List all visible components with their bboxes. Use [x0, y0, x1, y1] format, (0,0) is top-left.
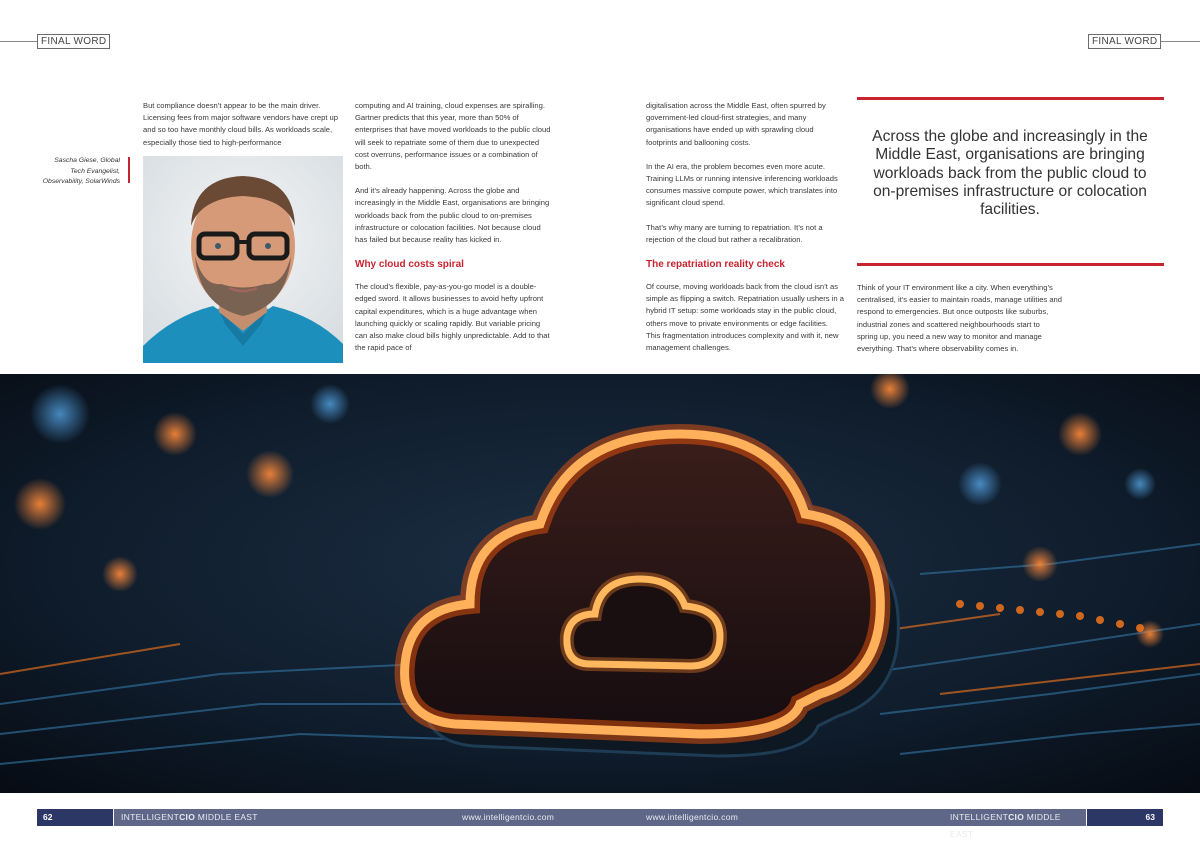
brand-part: MIDDLE EAST: [950, 812, 1061, 839]
caption-line: Observability, SolarWinds: [42, 178, 120, 185]
page-number: 63: [1145, 812, 1155, 822]
portrait-photo: [143, 156, 343, 363]
brand-part: INTELLIGENT: [950, 812, 1009, 822]
article-column-4: [857, 282, 1062, 367]
pull-quote: Across the globe and increasingly in the Middle East, organisations are bringing workloads back from the public cloud to on-premises infrastructure or colocation facilities.: [872, 128, 1148, 219]
paragraph: That’s why many are turning to repatriation. It’s not a rejection of the cloud but rather a recalibration.: [646, 222, 823, 244]
caption-line: Sascha Giese, Global: [54, 157, 120, 164]
article-column-1: [143, 100, 343, 161]
footer-bar-left: [114, 809, 600, 826]
paragraph: In the AI era, the problem becomes even more acute. Training LLMs or running intensive inferencing workloads consumes massive compute power, which translates into significant cloud spend.: [646, 161, 838, 208]
brand-part-bold: CIO: [1008, 812, 1025, 822]
magazine-brand-left: [121, 809, 258, 826]
brand-part: INTELLIGENT: [121, 812, 180, 822]
paragraph: Of course, moving workloads back from the cloud isn’t as simple as flipping a switch. Repatriation usually ushers in a hybrid IT setup: some workloads stay in the public cloud, others move to private environments or edge facilities. This fragmentation introduces complexity and with it, new management challenges.: [646, 282, 844, 353]
pullquote-rule-bottom: [857, 263, 1164, 266]
hero-cloud-image: [0, 374, 1200, 793]
portrait-caption: [40, 156, 120, 188]
brand-part-bold: CIO: [179, 812, 196, 822]
section-tag-right: FINAL WORD: [1088, 34, 1161, 49]
paragraph: computing and AI training, cloud expenses are spiralling. Gartner predicts that this year, more than 50% of enterprises that have moved workloads to the public cloud will seek to repatriate some of them due to unexpected cost overruns, performance issues or a combination of both.: [355, 101, 551, 172]
article-column-3: [646, 100, 844, 366]
magazine-brand-right: [950, 809, 1086, 843]
pullquote-rule-top: [857, 97, 1164, 100]
brand-part: MIDDLE EAST: [195, 812, 258, 822]
header-rule-left: [0, 41, 38, 42]
website-url-right[interactable]: www.intelligentcio.com: [646, 812, 739, 822]
paragraph: digitalisation across the Middle East, often spurred by government-led cloud-first strategies, and many organisations have ended up with sprawling cloud footprints and ballooning costs.: [646, 101, 826, 147]
website-url-left[interactable]: www.intelligentcio.com: [462, 812, 555, 822]
paragraph: But compliance doesn’t appear to be the main driver. Licensing fees from major software vendors have crept up and so too have monthly cloud bills. As workloads scale, especially those tied to high-performance: [143, 101, 339, 147]
section-tag-left: FINAL WORD: [37, 34, 110, 49]
caption-line: Tech Evangelist,: [70, 167, 120, 175]
subheading: Why cloud costs spiral: [355, 259, 464, 271]
paragraph: And it’s already happening. Across the globe and increasingly in the Middle East, organisations are bringing workloads back from the public cloud to on-premises infrastructure or colocation facilities. Not because cloud has failed but because reality has kicked in.: [355, 186, 550, 245]
paragraph: Think of your IT environment like a city. When everything’s centralised, it’s easier to maintain roads, manage utilities and respond to emergencies. But once outposts like suburbs, industrial zones and scattered neighbourhoods start to spring up, you need a new way to monitor and manage everything. That’s where observability comes in.: [857, 283, 1063, 354]
page-number-left: [37, 809, 113, 826]
header-rule-right: [1160, 41, 1200, 42]
paragraph: The cloud’s flexible, pay-as-you-go model is a double-edged sword. It allows businesses to avoid hefty upfront capital expenditures, which is a huge advantage when launching quickly or scaling rapidly. But variable pricing can also make cloud bills highly unpredictable. Add to that the rapid pace of: [355, 282, 550, 353]
page-number: 62: [43, 812, 53, 822]
caption-accent-bar: [128, 157, 130, 183]
page-number-right: [1087, 809, 1163, 826]
article-column-2: [355, 100, 553, 366]
subheading: The repatriation reality check: [646, 259, 785, 271]
footer-bar-right: [600, 809, 1086, 839]
